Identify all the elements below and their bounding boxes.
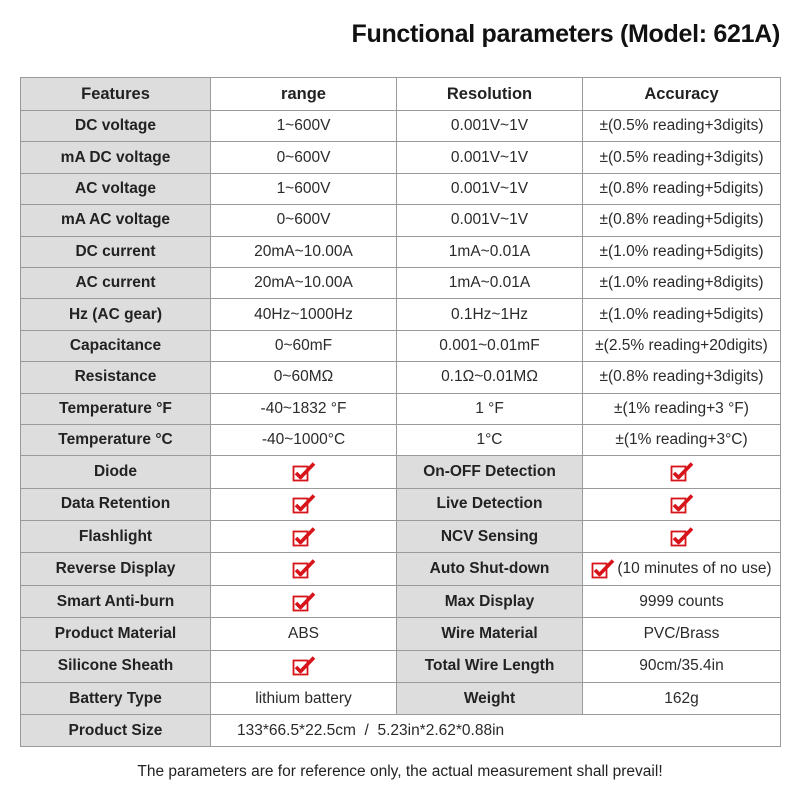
- table-row: [21, 683, 781, 715]
- table-row: [21, 393, 781, 424]
- feature-label: Temperature °C: [21, 424, 211, 455]
- resolution-cell: 0.001V~1V: [397, 173, 583, 204]
- feature-value: [583, 683, 781, 715]
- spec-table-body: [21, 78, 781, 747]
- table-row: [21, 456, 781, 488]
- resolution-cell: 0.001V~1V: [397, 111, 583, 142]
- feature-value: [583, 488, 781, 520]
- feature-label: Max Display: [397, 585, 583, 617]
- table-row: [21, 650, 781, 682]
- feature-label: Data Retention: [21, 488, 211, 520]
- accuracy-cell: ±(1.0% reading+5digits): [583, 299, 781, 330]
- feature-value: [211, 488, 397, 520]
- resolution-cell: 0.001V~1V: [397, 205, 583, 236]
- feature-value-text: ABS: [287, 624, 319, 642]
- checkbox-checked-icon: [670, 462, 694, 482]
- table-header-row: [21, 78, 781, 111]
- range-cell: -40~1832 °F: [211, 393, 397, 424]
- feature-value-text: 9999 counts: [639, 592, 724, 610]
- feature-value: [211, 553, 397, 585]
- range-cell: 1~600V: [211, 111, 397, 142]
- table-row: [21, 424, 781, 455]
- feature-label: Battery Type: [21, 683, 211, 715]
- resolution-cell: 1mA~0.01A: [397, 236, 583, 267]
- checkbox-checked-icon: [292, 656, 316, 676]
- range-cell: 0~600V: [211, 205, 397, 236]
- table-row: [21, 521, 781, 553]
- feature-value: [583, 521, 781, 553]
- feature-label: Resistance: [21, 362, 211, 393]
- table-row: [21, 618, 781, 650]
- resolution-cell: 0.1Hz~1Hz: [397, 299, 583, 330]
- accuracy-cell: ±(0.8% reading+5digits): [583, 173, 781, 204]
- header-range: range: [211, 78, 397, 111]
- accuracy-cell: ±(2.5% reading+20digits): [583, 330, 781, 361]
- resolution-cell: 0.1Ω~0.01MΩ: [397, 362, 583, 393]
- feature-value-text: (10 minutes of no use): [617, 560, 772, 578]
- feature-value: [211, 521, 397, 553]
- spec-table: [20, 77, 781, 747]
- range-cell: 0~60MΩ: [211, 362, 397, 393]
- product-size-value: 133*66.5*22.5cm / 5.23in*2.62*0.88in: [211, 715, 781, 747]
- header-resolution: Resolution: [397, 78, 583, 111]
- accuracy-cell: ±(0.8% reading+3digits): [583, 362, 781, 393]
- header-accuracy: Accuracy: [583, 78, 781, 111]
- checkbox-checked-icon: [670, 527, 694, 547]
- feature-label: Temperature °F: [21, 393, 211, 424]
- accuracy-cell: ±(1% reading+3°C): [583, 424, 781, 455]
- feature-label: NCV Sensing: [397, 521, 583, 553]
- feature-label: Silicone Sheath: [21, 650, 211, 682]
- feature-label: Auto Shut-down: [397, 553, 583, 585]
- table-row: [21, 236, 781, 267]
- resolution-cell: 1 °F: [397, 393, 583, 424]
- table-row: [21, 299, 781, 330]
- checkbox-checked-icon: [292, 559, 316, 579]
- accuracy-cell: ±(0.8% reading+5digits): [583, 205, 781, 236]
- feature-label: Smart Anti-burn: [21, 585, 211, 617]
- accuracy-cell: ±(0.5% reading+3digits): [583, 142, 781, 173]
- page-title: Functional parameters (Model: 621A): [351, 20, 780, 48]
- range-cell: 20mA~10.00A: [211, 236, 397, 267]
- feature-label: Live Detection: [397, 488, 583, 520]
- range-cell: 20mA~10.00A: [211, 267, 397, 298]
- table-row: [21, 715, 781, 747]
- feature-label: AC voltage: [21, 173, 211, 204]
- table-row: [21, 553, 781, 585]
- feature-label: AC current: [21, 267, 211, 298]
- feature-label: Flashlight: [21, 521, 211, 553]
- feature-value: [211, 456, 397, 488]
- table-row: [21, 362, 781, 393]
- feature-label: Capacitance: [21, 330, 211, 361]
- accuracy-cell: ±(0.5% reading+3digits): [583, 111, 781, 142]
- disclaimer-footer: The parameters are for reference only, the actual measurement shall prevail!: [137, 763, 663, 780]
- feature-value-text: PVC/Brass: [643, 624, 720, 642]
- range-cell: 0~60mF: [211, 330, 397, 361]
- feature-label: DC voltage: [21, 111, 211, 142]
- feature-value: [583, 585, 781, 617]
- checkbox-checked-icon: [670, 494, 694, 514]
- accuracy-cell: ±(1.0% reading+5digits): [583, 236, 781, 267]
- feature-label: Product Material: [21, 618, 211, 650]
- feature-value: [583, 553, 781, 585]
- feature-value: [211, 618, 397, 650]
- feature-value: [211, 683, 397, 715]
- feature-label: DC current: [21, 236, 211, 267]
- feature-label: Diode: [21, 456, 211, 488]
- checkbox-checked-icon: [292, 462, 316, 482]
- accuracy-cell: ±(1% reading+3 °F): [583, 393, 781, 424]
- feature-label: mA AC voltage: [21, 205, 211, 236]
- feature-value: [211, 650, 397, 682]
- feature-label: Hz (AC gear): [21, 299, 211, 330]
- feature-value: [583, 618, 781, 650]
- table-row: [21, 585, 781, 617]
- range-cell: 1~600V: [211, 173, 397, 204]
- resolution-cell: 0.001~0.01mF: [397, 330, 583, 361]
- resolution-cell: 1°C: [397, 424, 583, 455]
- feature-label: Weight: [397, 683, 583, 715]
- checkbox-checked-icon: [591, 559, 615, 579]
- feature-value: [583, 650, 781, 682]
- range-cell: 40Hz~1000Hz: [211, 299, 397, 330]
- feature-label: Reverse Display: [21, 553, 211, 585]
- feature-label: On-OFF Detection: [397, 456, 583, 488]
- table-row: [21, 330, 781, 361]
- table-row: [21, 142, 781, 173]
- feature-value: [211, 585, 397, 617]
- range-cell: -40~1000°C: [211, 424, 397, 455]
- feature-label: Wire Material: [397, 618, 583, 650]
- table-row: [21, 205, 781, 236]
- table-row: [21, 111, 781, 142]
- feature-label: Total Wire Length: [397, 650, 583, 682]
- feature-value-text: 162g: [664, 689, 699, 707]
- checkbox-checked-icon: [292, 527, 316, 547]
- resolution-cell: 0.001V~1V: [397, 142, 583, 173]
- table-row: [21, 173, 781, 204]
- feature-label: mA DC voltage: [21, 142, 211, 173]
- table-row: [21, 267, 781, 298]
- feature-value-text: lithium battery: [255, 689, 352, 707]
- accuracy-cell: ±(1.0% reading+8digits): [583, 267, 781, 298]
- feature-value-text: 90cm/35.4in: [639, 657, 724, 675]
- checkbox-checked-icon: [292, 592, 316, 612]
- resolution-cell: 1mA~0.01A: [397, 267, 583, 298]
- feature-value: [583, 456, 781, 488]
- table-row: [21, 488, 781, 520]
- header-features: Features: [21, 78, 211, 111]
- checkbox-checked-icon: [292, 494, 316, 514]
- product-size-label: Product Size: [21, 715, 211, 747]
- range-cell: 0~600V: [211, 142, 397, 173]
